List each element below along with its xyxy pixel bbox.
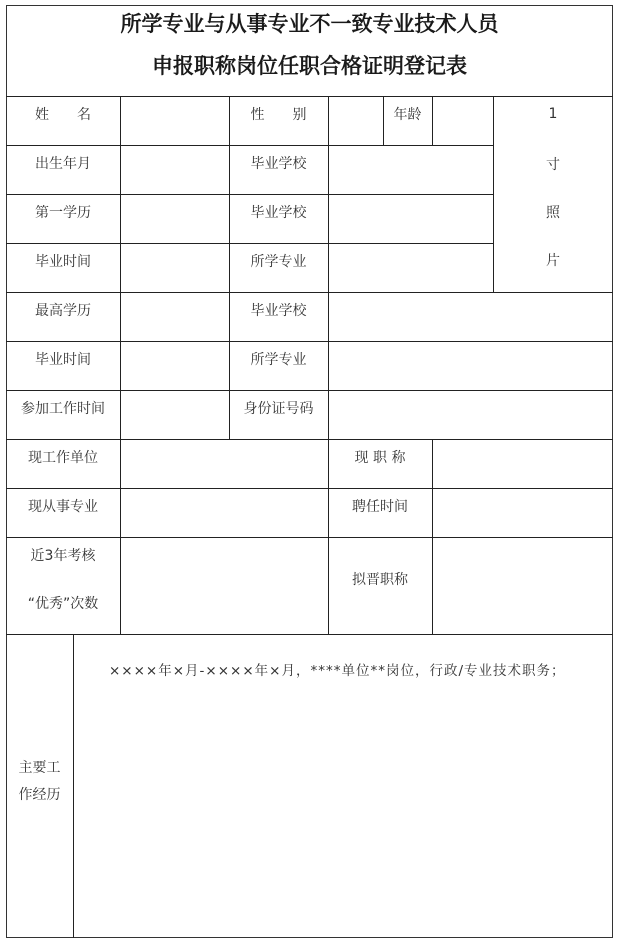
school-1-field[interactable] — [329, 146, 493, 194]
photo-label-2: 寸 — [546, 157, 560, 173]
label-name: 姓 名 — [35, 107, 91, 123]
label-excellent-line2: “优秀”次数 — [27, 596, 99, 612]
grad-time-2-field[interactable] — [121, 342, 229, 390]
grid-line — [73, 634, 74, 938]
label-work-start: 参加工作时间 — [21, 401, 105, 417]
work-start-field[interactable] — [121, 391, 229, 439]
label-first-degree: 第一学历 — [35, 205, 91, 221]
form-title-line2: 申报职称岗位任职合格证明登记表 — [152, 53, 467, 78]
label-school-1: 毕业学校 — [250, 156, 307, 172]
school-3-field[interactable] — [329, 293, 613, 341]
label-grad-time-1: 毕业时间 — [35, 254, 91, 270]
label-current-major: 现从事专业 — [28, 499, 98, 515]
label-id-number: 身份证号码 — [243, 401, 314, 417]
id-number-field[interactable] — [329, 391, 613, 439]
label-school-3: 毕业学校 — [250, 303, 307, 319]
name-field[interactable] — [121, 97, 229, 145]
work-history-field[interactable]: ××××年×月-××××年×月，****单位**岗位，行政/专业技术职务； — [80, 663, 566, 679]
birth-field[interactable] — [121, 146, 229, 194]
first-degree-field[interactable] — [121, 195, 229, 243]
highest-degree-field[interactable] — [121, 293, 229, 341]
current-major-field[interactable] — [121, 489, 328, 537]
current-title-field[interactable] — [433, 440, 613, 488]
label-proposed-title: 拟晋职称 — [352, 572, 408, 588]
excellent-count-field[interactable] — [121, 538, 328, 634]
appoint-time-field[interactable] — [433, 489, 613, 537]
label-major-1: 所学专业 — [250, 254, 307, 270]
proposed-title-field[interactable] — [433, 538, 613, 634]
form-title-line1: 所学专业与从事专业不一致专业技术人员 — [120, 11, 499, 36]
gender-field[interactable] — [329, 97, 383, 145]
label-age: 年龄 — [393, 107, 422, 123]
label-work-history-line2: 作经历 — [18, 787, 61, 803]
age-field[interactable] — [433, 97, 493, 145]
photo-label-1: 1 — [548, 106, 558, 122]
major-2-field[interactable] — [329, 342, 613, 390]
label-current-title: 现 职 称 — [354, 450, 406, 466]
label-school-2: 毕业学校 — [250, 205, 307, 221]
label-work-history-line1: 主要工 — [18, 760, 61, 776]
label-grad-time-2: 毕业时间 — [35, 352, 91, 368]
label-highest-degree: 最高学历 — [35, 303, 91, 319]
label-gender: 性 别 — [250, 107, 307, 123]
label-excellent-line1: 近3年考核 — [30, 548, 96, 564]
label-major-2: 所学专业 — [250, 352, 307, 368]
grad-time-1-field[interactable] — [121, 244, 229, 292]
grid-line — [6, 634, 613, 635]
label-appoint-time: 聘任时间 — [352, 499, 408, 515]
photo-label-4: 片 — [546, 253, 560, 269]
photo-label-3: 照 — [546, 205, 560, 221]
current-unit-field[interactable] — [121, 440, 328, 488]
major-1-field[interactable] — [329, 244, 493, 292]
label-current-unit: 现工作单位 — [28, 450, 98, 466]
school-2-field[interactable] — [329, 195, 493, 243]
label-birth: 出生年月 — [35, 156, 91, 172]
